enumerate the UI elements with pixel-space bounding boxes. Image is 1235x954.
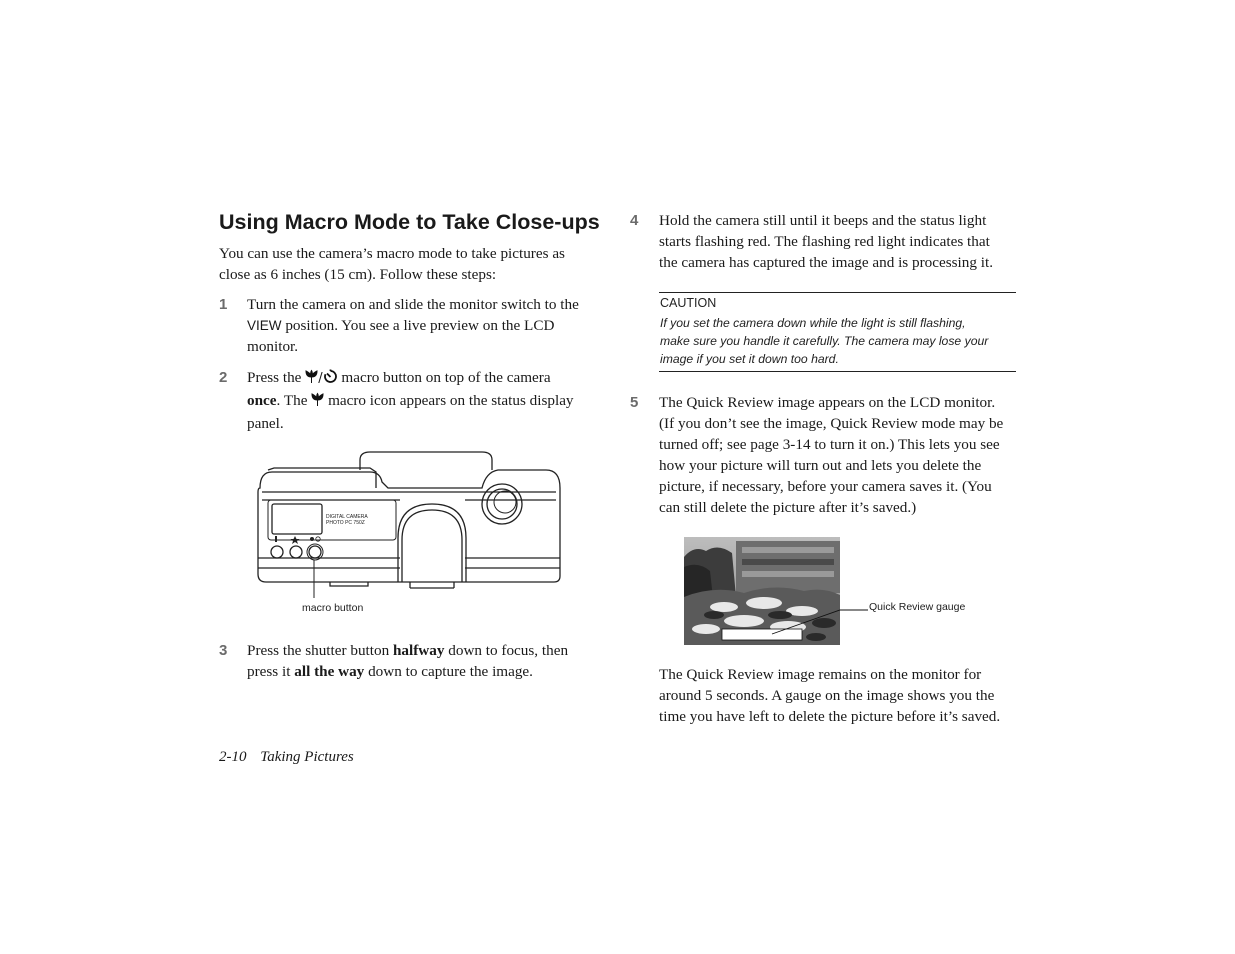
step-number: 4 xyxy=(630,212,639,229)
step-number: 2 xyxy=(219,369,228,386)
step-line: press it all the way down to capture the image. xyxy=(247,663,533,680)
intro-line: You can use the camera’s macro mode to take pictures as xyxy=(219,245,565,262)
closing-line: around 5 seconds. A gauge on the image shows you the xyxy=(659,687,995,704)
closing-line: time you have left to delete the picture before it’s saved. xyxy=(659,708,1001,725)
gauge-fill xyxy=(724,631,764,638)
step-line: Hold the camera still until it beeps and the status light xyxy=(659,212,987,229)
self-timer-icon xyxy=(323,369,338,390)
camera-top-illustration xyxy=(250,448,565,618)
step-line: turned off; see page 3-14 to turn it on.) This lets you see xyxy=(659,436,1000,453)
step-line: starts flashing red. The flashing red light indicates that xyxy=(659,233,990,250)
step-line: can still delete the picture after it’s saved.) xyxy=(659,499,917,516)
step-line: the camera has captured the image and is processing it. xyxy=(659,254,993,271)
macro-flower-icon xyxy=(305,369,318,390)
step-line: picture, if necessary, before your camera saves it. (You xyxy=(659,478,992,495)
caution-text xyxy=(660,314,1020,368)
self-timer-icon xyxy=(316,537,320,541)
step-line: panel. xyxy=(247,415,284,432)
closing-line: The Quick Review image remains on the monitor for xyxy=(659,666,982,683)
flash-icon xyxy=(275,536,277,542)
step-line: Press the / macro button on top of the camera xyxy=(247,367,617,390)
macro-button-caption: macro button xyxy=(302,602,364,614)
caution-line: If you set the camera down while the light is still flashing, xyxy=(660,316,966,330)
step-line: once. The macro icon appears on the status display xyxy=(247,390,617,413)
caution-line: make sure you handle it carefully. The camera may lose your xyxy=(660,334,989,348)
step-1-text xyxy=(247,294,617,357)
step-line: The Quick Review image appears on the LCD monitor. xyxy=(659,394,996,411)
step-line: Press the shutter button halfway down to focus, then xyxy=(247,642,569,659)
page-number: 2-10 xyxy=(219,749,247,765)
step-number: 3 xyxy=(219,642,228,659)
caution-line: image if you set it down too hard. xyxy=(660,352,839,366)
section-name: Taking Pictures xyxy=(260,749,354,765)
page-footer xyxy=(219,749,354,766)
closing-paragraph xyxy=(659,664,1029,727)
caution-box xyxy=(659,292,1016,372)
intro-paragraph xyxy=(219,243,609,285)
step-number: 1 xyxy=(219,296,228,313)
step-3-text xyxy=(247,640,617,682)
step-line: VIEW position. You see a live preview on the LCD xyxy=(247,317,555,334)
macro-flower-icon xyxy=(311,392,324,413)
step-line: how your picture will turn out and lets you delete the xyxy=(659,457,982,474)
step-number: 5 xyxy=(630,394,639,411)
camera-brand-label: DIGITAL CAMERA xyxy=(326,514,368,520)
step-4-text xyxy=(659,210,1029,273)
step-line: (If you don’t see the image, Quick Review mode may be xyxy=(659,415,1004,432)
quick-review-gauge-caption: Quick Review gauge xyxy=(869,601,966,613)
macro-flower-icon xyxy=(310,537,314,541)
camera-model-label: PHOTO PC 750Z xyxy=(326,520,365,526)
intro-line: close as 6 inches (15 cm). Follow these steps: xyxy=(219,266,497,283)
star-icon xyxy=(291,536,300,544)
quick-review-photo xyxy=(684,537,840,645)
caution-label: CAUTION xyxy=(660,296,717,310)
step-5-text xyxy=(659,392,1029,518)
view-position-label: VIEW xyxy=(247,318,282,333)
step-2-text xyxy=(247,367,617,434)
step-line: Turn the camera on and slide the monitor switch to the xyxy=(247,296,579,313)
step-line: monitor. xyxy=(247,338,299,355)
page-title: Using Macro Mode to Take Close-ups xyxy=(219,210,600,234)
